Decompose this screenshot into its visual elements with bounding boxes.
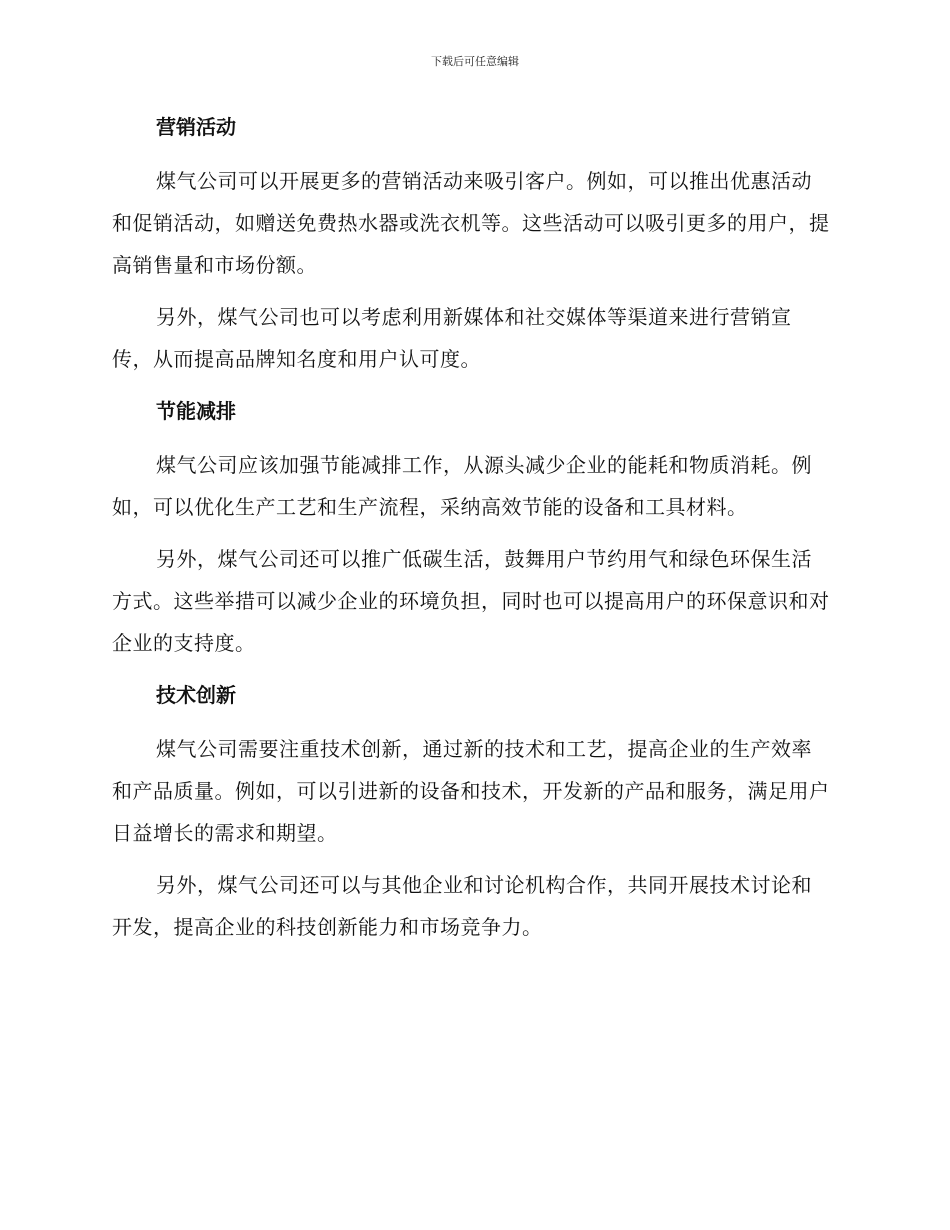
section-title: 节能减排 [156, 399, 236, 423]
paragraph: 另外，煤气公司还可以推广低碳生活，鼓舞用户节约用气和绿色环保生活方式。这些举措可以减少企业的环境负担，同时也可以提高用户的环保意识和对企业的支持度。 [112, 547, 830, 655]
section-title: 技术创新 [156, 683, 236, 707]
paragraph: 煤气公司可以开展更多的营销活动来吸引客户。例如，可以推出优惠活动和促销活动，如赠送免费热水器或洗衣机等。这些活动可以吸引更多的用户，提高销售量和市场份额。 [112, 169, 830, 277]
section-tech-innovation [112, 674, 832, 948]
section-marketing [112, 106, 832, 380]
page-header: 下载后可任意编辑 [431, 55, 519, 68]
document-body [112, 106, 832, 958]
section-energy-saving [112, 390, 832, 664]
paragraph: 另外，煤气公司还可以与其他企业和讨论机构合作，共同开展技术讨论和开发，提高企业的科技创新能力和市场竞争力。 [112, 873, 812, 939]
paragraph: 煤气公司需要注重技术创新，通过新的技术和工艺，提高企业的生产效率和产品质量。例如，可以引进新的设备和技术，开发新的产品和服务，满足用户日益增长的需求和期望。 [112, 737, 830, 845]
paragraph: 煤气公司应该加强节能减排工作，从源头减少企业的能耗和物质消耗。例如，可以优化生产工艺和生产流程，采纳高效节能的设备和工具材料。 [112, 453, 812, 519]
section-title: 营销活动 [156, 115, 236, 139]
paragraph: 另外，煤气公司也可以考虑利用新媒体和社交媒体等渠道来进行营销宣传，从而提高品牌知名度和用户认可度。 [112, 305, 792, 371]
